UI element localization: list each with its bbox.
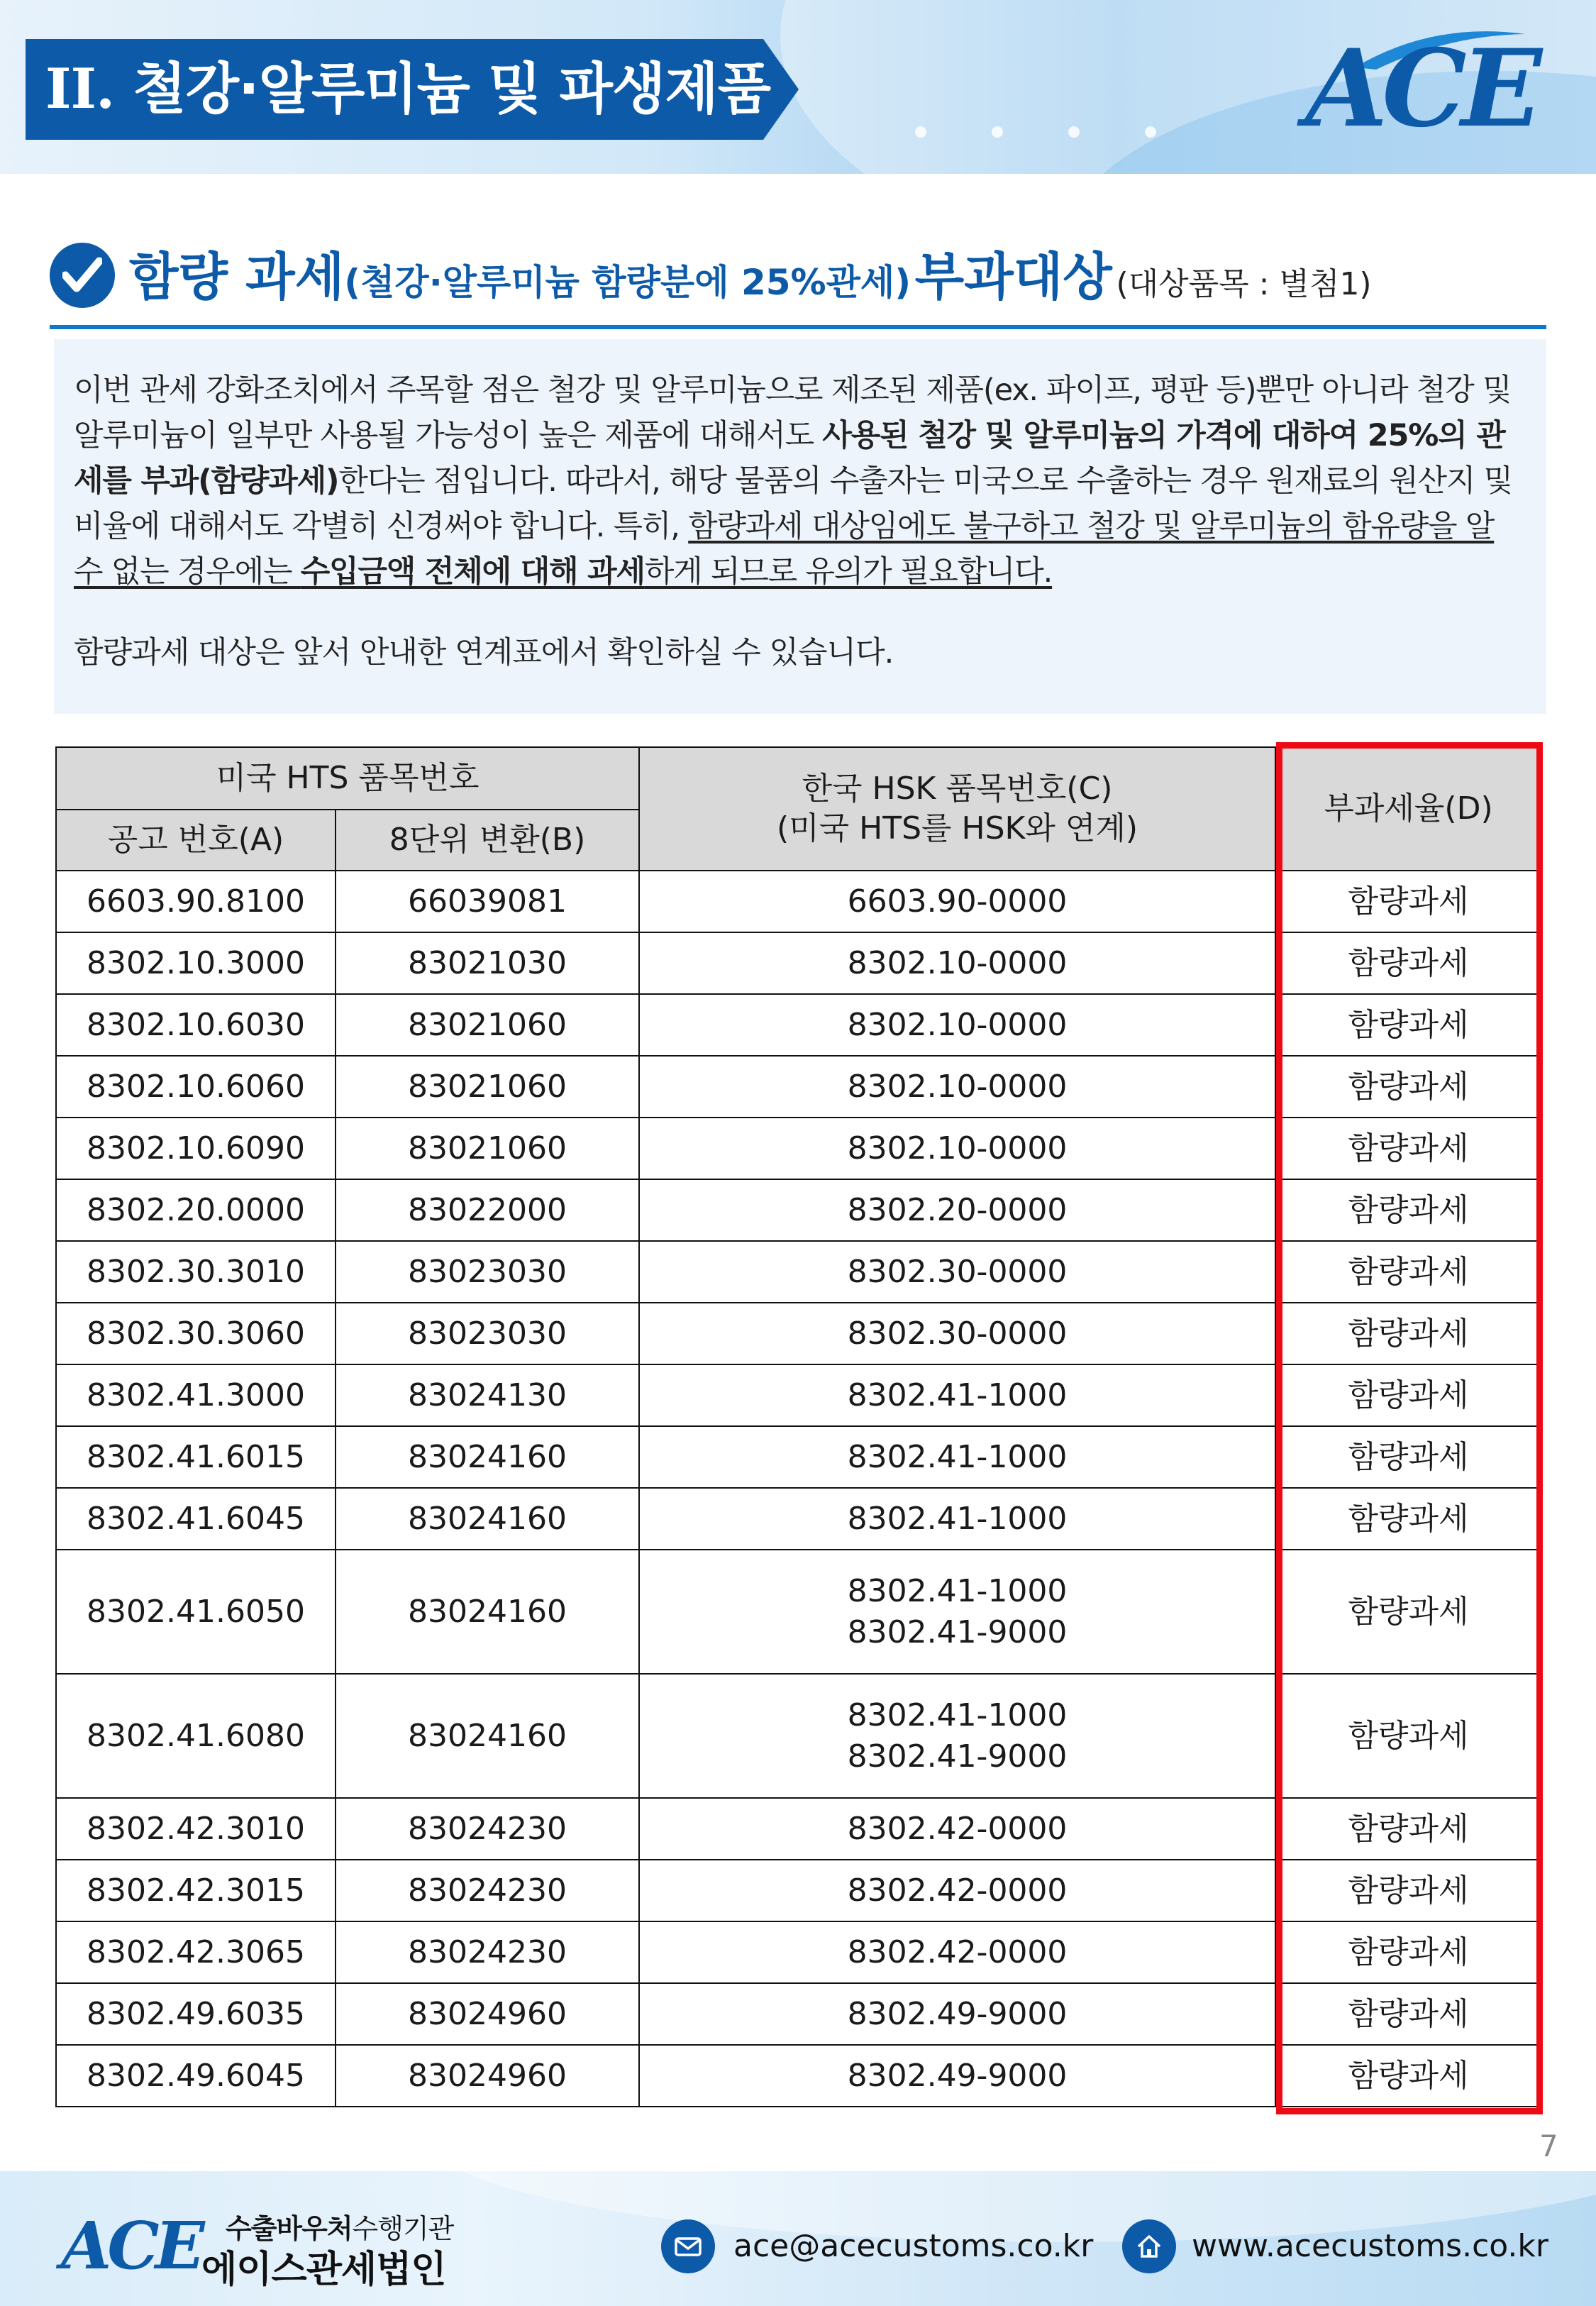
cell-hsk [639,994,1275,1056]
cell-8digit: 83024960 [336,1983,639,2045]
cell-hsk [639,1241,1275,1303]
cell-rate: 함량과세 [1275,1241,1541,1303]
cell-announce-no: 8302.10.6090 [56,1118,336,1179]
col-header-d: 부과세율(D) [1275,747,1541,871]
hsk-code: 8302.41-1000 [847,1697,1068,1733]
table-row [56,1303,1541,1364]
hsk-code: 8302.41-1000 [847,1500,1068,1537]
cell-rate: 함량과세 [1275,2045,1541,2107]
mail-icon [661,2219,715,2273]
cell-announce-no: 8302.41.6045 [56,1488,336,1550]
hsk-code: 8302.41-9000 [847,1613,1068,1650]
cell-rate: 함량과세 [1275,1056,1541,1118]
cell-8digit: 83024960 [336,2045,639,2107]
hsk-code: 8302.10-0000 [847,1068,1068,1105]
tariff-table [55,746,1542,2107]
cell-rate: 함량과세 [1275,1488,1541,1550]
table-row [56,1550,1541,1674]
cell-rate: 함량과세 [1275,1550,1541,1674]
ace-logo [1305,26,1539,151]
cell-announce-no: 8302.30.3010 [56,1241,336,1303]
cell-8digit: 83021060 [336,994,639,1056]
intro-text: 한다는 점입니다. 따라서, 해당 물품의 수출자는 미국으로 수출하는 경우 원재료의 원산지 및 비율에 대해서도 각별히 신경써야 합니다. 특히, [74,463,1512,544]
cell-hsk [639,1983,1275,2045]
hsk-code: 8302.20-0000 [847,1191,1068,1228]
cell-hsk [639,1674,1275,1798]
cell-rate: 함량과세 [1275,1118,1541,1179]
hsk-code: 8302.41-1000 [847,1438,1068,1475]
cell-hsk [639,1118,1275,1179]
cell-hsk [639,1550,1275,1674]
dot [1145,126,1156,138]
intro-paragraph [74,368,1528,595]
intro-bold: 사용된 철강 및 알루미늄의 가격에 대하여 25%의 관세를 부과(함량과세) [74,418,1505,499]
hsk-code: 6603.90-0000 [847,883,1068,920]
cell-8digit: 83021060 [336,1118,639,1179]
cell-hsk [639,932,1275,994]
table-row [56,1056,1541,1118]
cell-rate: 함량과세 [1275,1674,1541,1798]
header-dots [915,126,1156,138]
check-icon [50,243,115,308]
cell-8digit: 83024160 [336,1488,639,1550]
cell-8digit: 83021030 [336,932,639,994]
cell-announce-no: 8302.41.6050 [56,1550,336,1674]
cell-rate: 함량과세 [1275,1303,1541,1364]
cell-announce-no: 8302.49.6035 [56,1983,336,2045]
cell-rate: 함량과세 [1275,1179,1541,1241]
cell-rate: 함량과세 [1275,1921,1541,1983]
cell-8digit: 83024130 [336,1364,639,1426]
chapter-title [45,39,770,140]
cell-hsk [639,1860,1275,1921]
cell-hsk [639,2045,1275,2107]
intro-underline-text: 하게 되므로 유의가 필요합니다. [644,554,1053,590]
table-row [56,1983,1541,2045]
hsk-code: 8302.41-1000 [847,1377,1068,1413]
intro-box [54,339,1546,714]
table-body [56,871,1541,2107]
hsk-code: 8302.42-0000 [847,1933,1068,1970]
email-link[interactable]: ace@acecustoms.co.kr [733,2228,1094,2264]
cell-announce-no: 8302.41.6015 [56,1426,336,1488]
cell-hsk [639,1426,1275,1488]
col-header-c [639,747,1275,871]
cell-8digit: 83024230 [336,1798,639,1860]
cell-rate: 함량과세 [1275,1426,1541,1488]
cell-rate: 함량과세 [1275,932,1541,994]
section-title-note: (대상품목 : 별첨1) [1116,266,1372,302]
hsk-code: 8302.49-9000 [847,1995,1068,2032]
section-title [129,234,1372,319]
cell-hsk [639,1056,1275,1118]
col-header-a: 공고 번호(A) [56,810,336,871]
table-row [56,1488,1541,1550]
website-link[interactable]: www.acecustoms.co.kr [1192,2228,1548,2264]
cell-8digit: 83024230 [336,1921,639,1983]
cell-hsk [639,1179,1275,1241]
cell-announce-no: 8302.41.6080 [56,1674,336,1798]
cell-hsk [639,1488,1275,1550]
cell-announce-no: 8302.42.3015 [56,1860,336,1921]
page-number: 7 [1539,2129,1558,2163]
cell-announce-no: 8302.42.3010 [56,1798,336,1860]
col-header-c-line1: 한국 HSK 품목번호(C) [802,771,1113,807]
col-header-c-line2: (미국 HTS를 HSK와 연계) [776,810,1138,846]
cell-8digit: 83023030 [336,1241,639,1303]
page-header [0,0,1596,174]
intro-underline-text: 함량과세 대상임에도 불구하고 철강 및 알루미늄의 함유량을 알 수 없는 경우에는 [74,509,1495,590]
cell-announce-no: 6603.90.8100 [56,871,336,932]
footer-logo: ACE [61,2207,201,2284]
table-row [56,932,1541,994]
cell-hsk [639,1798,1275,1860]
cell-rate: 함량과세 [1275,1860,1541,1921]
section-title-tail: 부과대상 [914,247,1112,307]
cell-announce-no: 8302.30.3060 [56,1303,336,1364]
hsk-code: 8302.41-9000 [847,1738,1068,1775]
table-row [56,871,1541,932]
col-header-b: 8단위 변환(B) [336,810,639,871]
table-row [56,2045,1541,2107]
hsk-code: 8302.10-0000 [847,944,1068,981]
cell-rate: 함량과세 [1275,1364,1541,1426]
cell-8digit: 83024230 [336,1860,639,1921]
hsk-code: 8302.41-1000 [847,1572,1068,1609]
footer-tagline-bold: 수출바우처 [226,2213,353,2244]
us-hts-group-header: 미국 HTS 품목번호 [56,747,639,810]
table-row [56,1179,1541,1241]
hsk-code: 8302.42-0000 [847,1810,1068,1847]
hsk-code: 8302.30-0000 [847,1315,1068,1352]
cell-rate: 함량과세 [1275,1983,1541,2045]
table-row [56,1921,1541,1983]
table-row [56,1674,1541,1798]
intro-text: 이번 관세 강화조치에서 주목할 점은 철강 및 알루미늄으로 제조된 제품(ex. 파이프, 평판 등)뿐만 아니라 철강 및 알루미늄이 일부만 사용될 가능성이 높은 제품에 대해서도 [74,373,1512,453]
dot [1068,126,1080,138]
cell-hsk [639,871,1275,932]
hsk-code: 8302.30-0000 [847,1253,1068,1290]
cell-announce-no: 8302.10.6030 [56,994,336,1056]
cell-announce-no: 8302.20.0000 [56,1179,336,1241]
table-row [56,1241,1541,1303]
table-row [56,1860,1541,1921]
cell-hsk [639,1921,1275,1983]
footer-tagline-rest: 수행기관 [352,2213,454,2244]
dot [915,126,926,138]
cell-8digit: 83021060 [336,1056,639,1118]
cell-announce-no: 8302.10.6060 [56,1056,336,1118]
cell-hsk [639,1364,1275,1426]
cell-rate: 함량과세 [1275,1798,1541,1860]
cell-announce-no: 8302.49.6045 [56,2045,336,2107]
cell-8digit: 83024160 [336,1426,639,1488]
dot [992,126,1003,138]
section-title-main: 함량 과세 [129,247,345,307]
section-divider [50,325,1546,329]
cell-8digit: 83023030 [336,1303,639,1364]
cell-announce-no: 8302.10.3000 [56,932,336,994]
table-row [56,1364,1541,1426]
cell-8digit: 83024160 [336,1550,639,1674]
logo-text: ACE [1305,26,1537,151]
cell-8digit: 83024160 [336,1674,639,1798]
cell-rate: 함량과세 [1275,994,1541,1056]
cell-8digit: 83022000 [336,1179,639,1241]
hsk-code: 8302.49-9000 [847,2057,1068,2094]
chapter-number: II. [45,57,115,121]
hsk-code: 8302.42-0000 [847,1872,1068,1909]
table-row [56,1426,1541,1488]
table-row [56,994,1541,1056]
footer-company: 에이스관세법인 [201,2249,446,2291]
section-heading [50,234,1546,333]
intro-underline-bold: 수입금액 전체에 대해 과세 [300,554,645,590]
intro-note: 함량과세 대상은 앞서 안내한 연계표에서 확인하실 수 있습니다. [74,635,894,671]
cell-announce-no: 8302.41.3000 [56,1364,336,1426]
cell-8digit: 66039081 [336,871,639,932]
table-row [56,1118,1541,1179]
cell-rate: 함량과세 [1275,871,1541,932]
hsk-code: 8302.10-0000 [847,1130,1068,1166]
hsk-code: 8302.10-0000 [847,1006,1068,1043]
page-footer [0,2171,1596,2306]
chapter-title-text: 철강·알루미늄 및 파생제품 [133,57,771,121]
cell-announce-no: 8302.42.3065 [56,1921,336,1983]
home-icon [1122,2219,1176,2273]
cell-hsk [639,1303,1275,1364]
section-title-paren: (철강·알루미늄 함량분에 25%관세) [344,262,911,303]
table-row [56,1798,1541,1860]
